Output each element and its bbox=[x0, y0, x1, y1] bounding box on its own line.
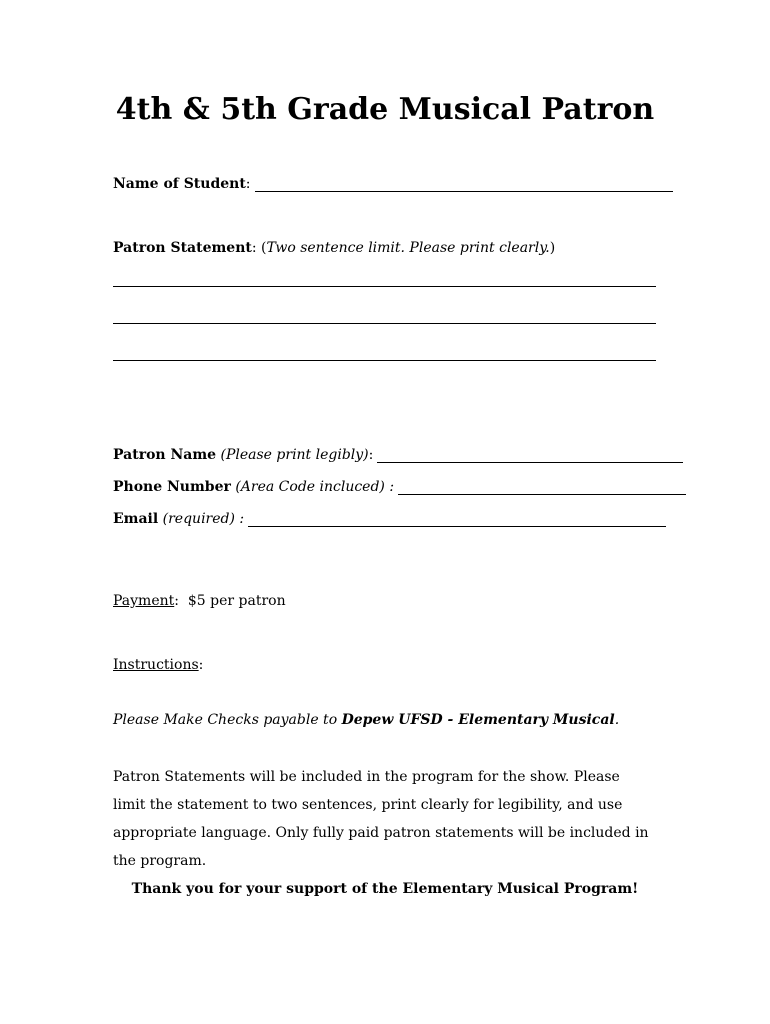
patron-statement-line-3[interactable] bbox=[113, 360, 656, 361]
student-name-colon: : bbox=[245, 176, 251, 192]
patron-name-label: Patron Name bbox=[113, 447, 217, 463]
patron-statement-row bbox=[113, 240, 555, 256]
patron-statement-close: ) bbox=[549, 240, 556, 256]
payment-row bbox=[113, 593, 286, 609]
student-name-field[interactable] bbox=[255, 177, 673, 192]
checks-payee: Depew UFSD - Elementary Musical bbox=[341, 712, 615, 728]
checks-row bbox=[113, 712, 619, 728]
student-name-row bbox=[113, 176, 673, 192]
patron-name-row bbox=[113, 447, 683, 463]
patron-name-colon: : bbox=[368, 447, 374, 463]
payment-value: : $5 per patron bbox=[174, 593, 286, 609]
student-name-label: Name of Student bbox=[113, 176, 246, 192]
email-field[interactable] bbox=[248, 512, 666, 527]
patron-name-note: (Please print legibly) bbox=[220, 447, 369, 463]
email-row bbox=[113, 511, 666, 527]
payment-label: Payment bbox=[113, 593, 175, 609]
instructions-colon: : bbox=[198, 657, 204, 673]
email-label: Email bbox=[113, 511, 159, 527]
patron-statement-label: Patron Statement bbox=[113, 240, 252, 256]
phone-number-row bbox=[113, 479, 686, 495]
patron-statement-line-2[interactable] bbox=[113, 323, 656, 324]
patron-statement-line-1[interactable] bbox=[113, 286, 656, 287]
instructions-row bbox=[113, 657, 203, 673]
instructions-paragraph: Patron Statements will be included in the program for the show. Please limit the statement to two sentences, print clearly for legibility, and use appropriate language. Only fully paid patron statements will be included in the program. bbox=[113, 769, 649, 869]
page-title: 4th & 5th Grade Musical Patron bbox=[115, 92, 655, 127]
patron-statement-open: : ( bbox=[251, 240, 267, 256]
checks-suffix: . bbox=[614, 712, 620, 728]
phone-number-field[interactable] bbox=[398, 480, 686, 495]
patron-name-field[interactable] bbox=[377, 448, 683, 463]
phone-number-label: Phone Number bbox=[113, 479, 231, 495]
phone-number-note: (Area Code incluced) : bbox=[235, 479, 395, 495]
instructions-label: Instructions bbox=[113, 657, 199, 673]
checks-prefix: Please Make Checks payable to bbox=[113, 712, 342, 728]
email-note: (required) : bbox=[162, 511, 245, 527]
thank-you-message: Thank you for your support of the Elementary Musical Program! bbox=[131, 881, 639, 897]
patron-statement-note: Two sentence limit. Please print clearly. bbox=[266, 240, 550, 256]
